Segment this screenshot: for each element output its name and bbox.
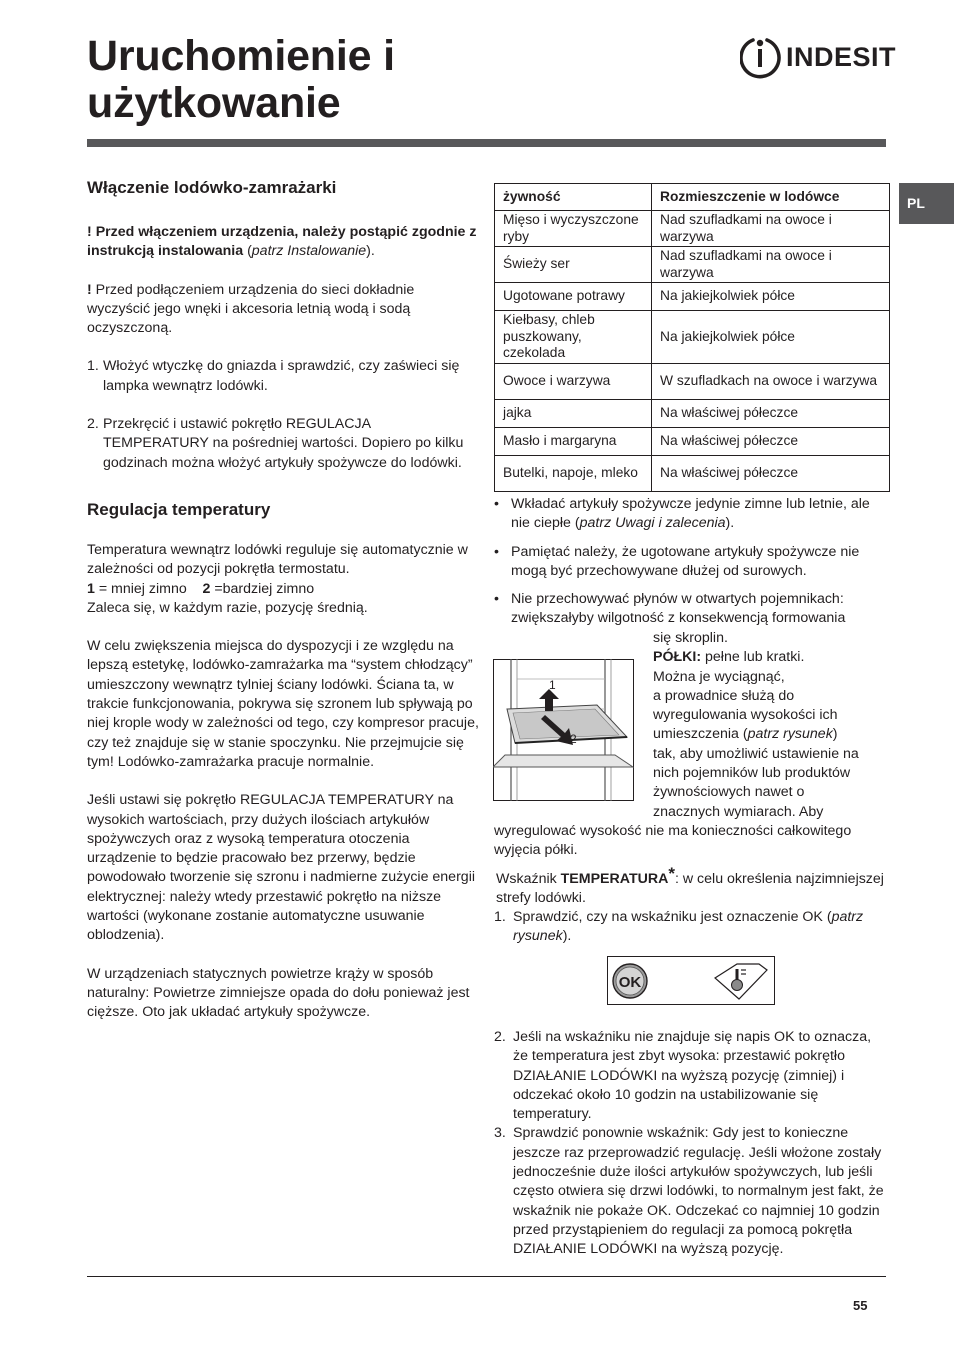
table-cell: Na właściwej półeczce	[652, 400, 890, 428]
table-row	[495, 211, 890, 247]
table-row	[495, 400, 890, 428]
table-header: żywność	[495, 184, 652, 211]
svg-text:OK: OK	[618, 974, 642, 991]
table-cell: Owoce i warzywa	[495, 364, 652, 400]
left-column	[87, 177, 479, 1023]
ok-indicator-illustration	[607, 956, 775, 1005]
warning-cleaning: ! Przed podłączeniem urządzenia do sieci dokładnie wyczyścić jego wnęki i akcesoria letnią wodą i sodą oczyszczoną.	[87, 281, 415, 337]
indicator-intro: Wskaźnik TEMPERATURA*: w celu określenia najzimniejszej strefy lodówki.	[496, 863, 884, 906]
food-placement-table	[494, 183, 890, 492]
table-cell: Na jakiejkolwiek półce	[652, 311, 890, 364]
table-row	[495, 428, 890, 456]
tips-list	[494, 495, 889, 629]
table-row	[495, 364, 890, 400]
language-tab: PL	[899, 183, 954, 224]
table-header: Rozmieszczenie w lodówce	[652, 184, 890, 211]
list-item: 1. Włożyć wtyczkę do gniazda i sprawdzić, czy zaświeci się lampka wewnątrz lodówki.	[87, 358, 460, 394]
section-heading-switch-on: Włączenie lodówko-zamrażarki	[87, 178, 337, 197]
svg-text:2: 2	[570, 732, 577, 746]
table-cell: Na właściwej półeczce	[652, 428, 890, 456]
shelves-block: się skroplin. PÓŁKI: pełne lub kratki. Można je wyciągnąć, a prowadnice służą do wyregulowania wysokości ich umieszczenia (patrz rysunek) tak, aby umożliwić ustawienie na nich pojemników lub produktów żywnościowych nawet o znacznych wymiarach. Aby wyregulować wysokość nie ma konieczności całkowitego wyjęcia półki. Wskaźnik TEMPERATURA*: w celu określenia najzimniejszej strefy lodówki. 1. Sprawdzić, czy na wskaźniku jest oznaczenie OK (patrz rysunek).	[494, 629, 889, 947]
list-item: • Pamiętać należy, że ugotowane artykuły spożywcze nie mogą być przechowywane dłużej od surowych.	[494, 543, 860, 579]
indicator-step-3: 3. Sprawdzić ponownie wskaźnik: Gdy jest to konieczne jeszcze raz przeprowadzić regulację. Jeśli włożone zostały jednocześnie duże ilości artykułów spożywczych, lub jeśli często otwiera się drzwi lodówki, to normalnym jest fakt, że wskaźnik nie pokaże OK. Odczekać co najmniej 10 godzin przed przystąpieniem do regulacji za pomocą pokrętła DZIAŁANIE LODÓWKI na wyższą pozycję.	[494, 1125, 884, 1258]
table-cell: Masło i margaryna	[495, 428, 652, 456]
indicator-steps	[494, 1028, 889, 1260]
indesit-logo	[740, 33, 902, 79]
steps-list	[87, 357, 479, 472]
title-line-1: Uruchomienie i	[87, 32, 395, 80]
table-cell: Nad szufladkami na owoce i warzywa	[652, 211, 890, 247]
list-item: • Wkładać artykuły spożywcze jedynie zimne lub letnie, ale nie ciepłe (patrz Uwagi i zalecenia).	[494, 496, 870, 532]
static-air-paragraph: W urządzeniach statycznych powietrze krąży w sposób naturalny: Powietrze zimniejsze opada do dołu ponieważ jest cięższe. Oto jak układać artykuły spożywcze.	[87, 965, 470, 1021]
cooling-system-paragraph: W celu zwiększenia miejsca do dyspozycji i ze względu na lepszą estetykę, lodówko-zamrażarka ma “system chłodzący” umieszczony wewnątrz tylniej ściany lodówki. Ściana ta, w trakcie funkcjonowania, pokrywa się szronem lub spływają po niej krople wody w zależności od tego, czy kompresor pracuje, czy też znajduje się w stanie spoczynku. Nie przejmujcie się tym! Lodówko-zamrażarka pracuje normalnie.	[87, 638, 479, 770]
warning-installation: ! Przed włączeniem urządzenia, należy postąpić zgodnie z instrukcją instalowania (patrz Instalowanie).	[87, 224, 477, 260]
table-cell: Ugotowane potrawy	[495, 283, 652, 311]
section-heading-temperature: Regulacja temperatury	[87, 499, 271, 519]
high-setting-paragraph: Jeśli ustawi się pokrętło REGULACJA TEMPERATURY na wysokich wartościach, przy dużych ilościach artykułów spożywczych oraz z wysoką temperatura otoczenia urządzenie to będzie pracowało bez przerwy, będzie powodowało tworzenie się szronu i nadmierne zużycie energii elektrycznej: należy wtedy przestawić pokrętło na niższe wartości (wykonane zostanie automatyczne usuwanie oblodzenia).	[87, 792, 475, 944]
table-cell: Świeży ser	[495, 247, 652, 283]
table-cell: Na jakiejkolwiek półce	[652, 283, 890, 311]
table-cell: Na właściwej półeczce	[652, 456, 890, 492]
indicator-step-1: 1. Sprawdzić, czy na wskaźniku jest oznaczenie OK (patrz rysunek).	[494, 909, 864, 945]
table-cell: W szufladkach na owoce i warzywa	[652, 364, 890, 400]
table-cell: Butelki, napoje, mleko	[495, 456, 652, 492]
table-row	[495, 247, 890, 283]
table-row	[495, 283, 890, 311]
indicator-step-2: 2. Jeśli na wskaźniku nie znajduje się napis OK to oznacza, że temperatura jest zbyt wysoka: przestawić pokrętło DZIAŁANIE LODÓWKI na wyższą pozycję (zimniej) i odczekać około 10 godzin na ustabilizowanie się temperatury.	[494, 1029, 872, 1123]
footer-rule	[87, 1276, 886, 1277]
page-title	[87, 33, 395, 127]
list-item: 2. Przekręcić i ustawić pokrętło REGULACJA TEMPERATURY na pośredniej wartości. Dopiero po kilku godzinach można włożyć artykuły spożywcze do lodówki.	[87, 416, 464, 471]
page-number: 55	[853, 1298, 868, 1313]
temperature-intro: Temperatura wewnątrz lodówki reguluje się automatycznie w zależności od pozycji pokrętła termostatu. 1 = mniej zimno 2 =bardziej zimno Zaleca się, w każdym razie, pozycję średnią.	[87, 541, 468, 616]
svg-text:1: 1	[549, 678, 556, 692]
table-cell: jajka	[495, 400, 652, 428]
table-cell: Mięso i wyczyszczone ryby	[495, 211, 652, 247]
table-header-row	[495, 184, 890, 211]
header-rule	[87, 139, 886, 147]
table-row	[495, 311, 890, 364]
table-cell: Nad szufladkami na owoce i warzywa	[652, 247, 890, 283]
table-row	[495, 456, 890, 492]
title-line-2: użytkowanie	[87, 79, 341, 127]
list-item: • Nie przechowywać płynów w otwartych pojemnikach: zwiększałyby wilgotność z konsekwencją formowania	[494, 591, 846, 627]
table-cell: Kiełbasy, chleb puszkowany, czekolada	[495, 311, 652, 364]
svg-text:INDESIT: INDESIT	[786, 42, 897, 72]
